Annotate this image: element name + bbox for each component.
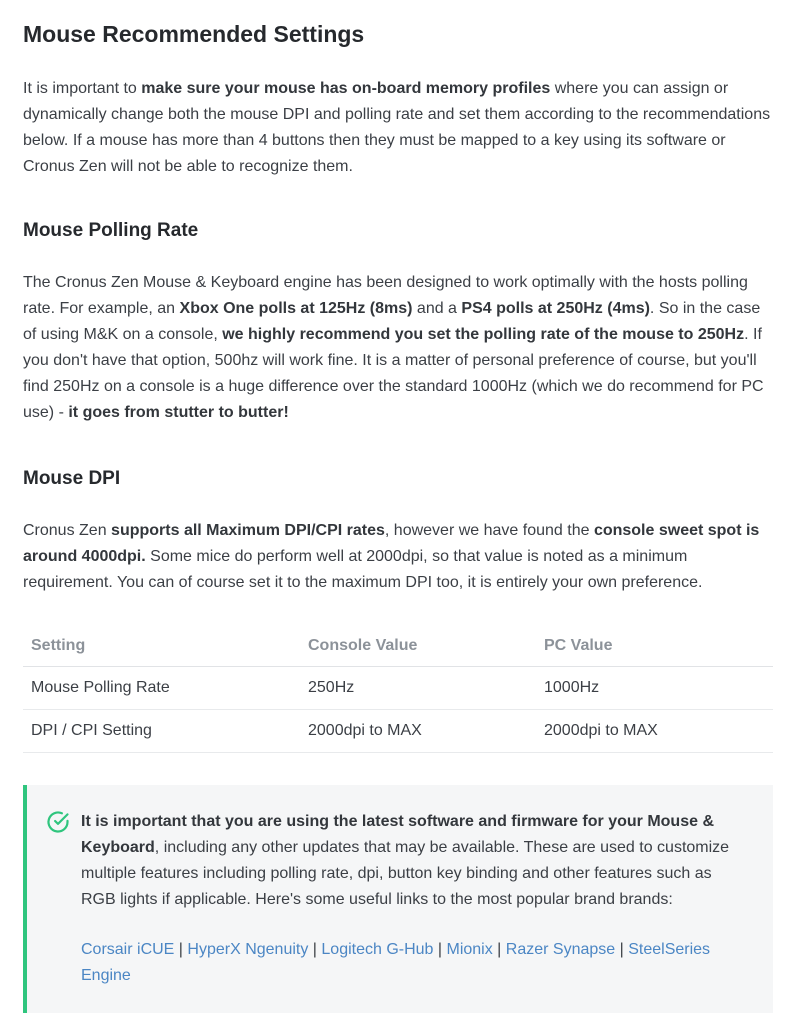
link-separator: | <box>308 941 322 958</box>
intro-text-1: It is important to <box>23 80 142 97</box>
link-logitech-g-hub[interactable]: Logitech G-Hub <box>321 941 434 958</box>
info-callout <box>23 785 773 1013</box>
polling-text-1: The Cronus Zen Mouse & Keyboard engine has been designed to work optimally with the hosts polling rate. For example, an <box>23 274 748 317</box>
cell-setting: Mouse Polling Rate <box>23 667 300 710</box>
callout-body <box>81 809 745 989</box>
cell-console-value: 250Hz <box>300 667 536 710</box>
callout-bold: It is important that you are using the latest software and firmware for your Mouse & Keyboard <box>81 813 714 856</box>
header-pc-value: PC Value <box>536 625 773 667</box>
polling-paragraph <box>23 270 773 426</box>
page-title: Mouse Recommended Settings <box>23 21 365 47</box>
cell-console-value: 2000dpi to MAX <box>300 710 536 753</box>
polling-bold-2: PS4 polls at 250Hz (4ms) <box>461 300 650 317</box>
link-steelseries-engine[interactable]: SteelSeries Engine <box>81 941 711 984</box>
link-mionix[interactable]: Mionix <box>446 941 493 958</box>
dpi-text-1: Cronus Zen <box>23 522 112 539</box>
dpi-heading: Mouse DPI <box>23 468 121 489</box>
dpi-bold-2: console sweet spot is around 4000dpi. <box>23 522 760 565</box>
link-razer-synapse[interactable]: Razer Synapse <box>505 941 616 958</box>
header-setting: Setting <box>23 625 300 667</box>
polling-text-3: . So in the case of using M&K on a console, <box>23 300 761 343</box>
link-separator: | <box>492 941 506 958</box>
cell-setting: DPI / CPI Setting <box>23 710 300 753</box>
polling-bold-4: it goes from stutter to butter! <box>68 404 289 421</box>
table-row <box>23 667 773 710</box>
polling-bold-3: we highly recommend you set the polling rate of the mouse to 250Hz <box>222 326 745 343</box>
dpi-text-2: , however we have found the <box>384 522 594 539</box>
polling-text-2: and a <box>412 300 462 317</box>
link-separator: | <box>174 941 188 958</box>
polling-heading: Mouse Polling Rate <box>23 220 199 241</box>
link-separator: | <box>615 941 629 958</box>
link-corsair-icue[interactable]: Corsair iCUE <box>81 941 175 958</box>
dpi-bold-1: supports all Maximum DPI/CPI rates <box>111 522 385 539</box>
polling-text-4: . If you don't have that option, 500hz will work fine. It is a matter of personal preference of course, but you'll find 250Hz on a console is a huge difference over the standard 1000Hz (which we do recommend for PC use) - <box>23 326 764 421</box>
brand-links <box>81 937 745 989</box>
callout-body-text: , including any other updates that may be available. These are used to customize multiple features including polling rate, dpi, button key binding and other features such as RGB lights if applicable. Here's some useful links to the most popular brand brands: <box>81 839 730 908</box>
link-hyperx-ngenuity[interactable]: HyperX Ngenuity <box>187 941 309 958</box>
link-separator: | <box>433 941 447 958</box>
polling-bold-1: Xbox One polls at 125Hz (8ms) <box>179 300 413 317</box>
check-circle-icon <box>45 809 71 835</box>
cell-pc-value: 1000Hz <box>536 667 773 710</box>
table-header-row <box>23 625 773 667</box>
cell-pc-value: 2000dpi to MAX <box>536 710 773 753</box>
intro-text-2: where you can assign or dynamically change both the mouse DPI and polling rate and set them according to the recommendations below. If a mouse has more than 4 buttons then they must be mapped to a key using its software or Cronus Zen will not be able to recognize them. <box>23 80 771 175</box>
header-console-value: Console Value <box>300 625 536 667</box>
dpi-text-3: Some mice do perform well at 2000dpi, so that value is noted as a minimum requirement. You can of course set it to the maximum DPI too, it is entirely your own preference. <box>23 548 703 591</box>
intro-bold-1: make sure your mouse has on-board memory profiles <box>141 80 551 97</box>
table-row <box>23 710 773 753</box>
intro-paragraph <box>23 76 773 180</box>
dpi-paragraph <box>23 518 773 596</box>
settings-table <box>23 625 773 753</box>
callout-text <box>81 809 745 913</box>
